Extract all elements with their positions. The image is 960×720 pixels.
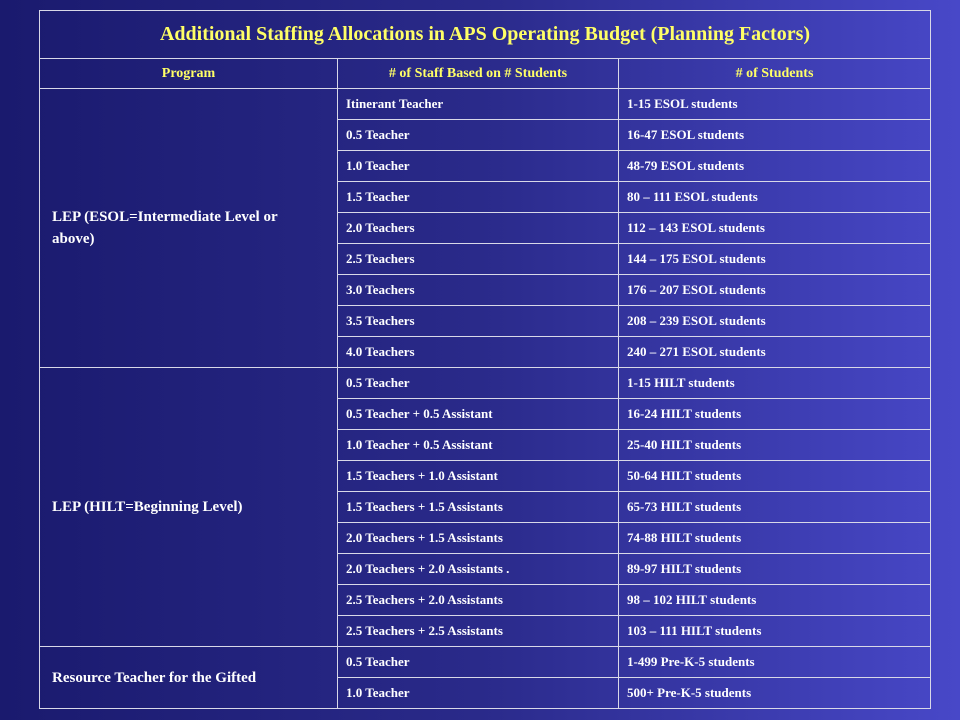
column-header-staff: # of Staff Based on # Students [338,59,619,89]
staff-cell: 0.5 Teacher [338,120,619,151]
students-cell: 176 – 207 ESOL students [619,275,931,306]
table-title: Additional Staffing Allocations in APS Operating Budget (Planning Factors) [40,11,931,59]
staff-cell: 1.0 Teacher [338,678,619,709]
staff-cell: 4.0 Teachers [338,337,619,368]
students-cell: 65-73 HILT students [619,492,931,523]
staff-cell: 0.5 Teacher [338,647,619,678]
staff-cell: 2.5 Teachers + 2.5 Assistants [338,616,619,647]
table-row [40,89,931,120]
staff-cell: 0.5 Teacher [338,368,619,399]
column-header-program: Program [40,59,338,89]
students-cell: 1-499 Pre-K-5 students [619,647,931,678]
staff-cell: 1.5 Teachers + 1.5 Assistants [338,492,619,523]
students-cell: 1-15 ESOL students [619,89,931,120]
staff-cell: 1.0 Teacher [338,151,619,182]
staff-cell: 2.0 Teachers [338,213,619,244]
students-cell: 144 – 175 ESOL students [619,244,931,275]
staff-cell: 2.0 Teachers + 1.5 Assistants [338,523,619,554]
students-cell: 240 – 271 ESOL students [619,337,931,368]
students-cell: 80 – 111 ESOL students [619,182,931,213]
staff-cell: 1.5 Teacher [338,182,619,213]
staff-cell: 3.5 Teachers [338,306,619,337]
table-row [40,647,931,678]
table-body [40,89,931,709]
students-cell: 103 – 111 HILT students [619,616,931,647]
students-cell: 74-88 HILT students [619,523,931,554]
students-cell: 208 – 239 ESOL students [619,306,931,337]
students-cell: 1-15 HILT students [619,368,931,399]
students-cell: 50-64 HILT students [619,461,931,492]
program-cell: Resource Teacher for the Gifted [40,647,338,709]
students-cell: 98 – 102 HILT students [619,585,931,616]
staff-cell: 2.0 Teachers + 2.0 Assistants . [338,554,619,585]
students-cell: 16-47 ESOL students [619,120,931,151]
staff-cell: Itinerant Teacher [338,89,619,120]
column-header-row [40,59,931,89]
staff-cell: 1.0 Teacher + 0.5 Assistant [338,430,619,461]
students-cell: 25-40 HILT students [619,430,931,461]
program-cell: LEP (HILT=Beginning Level) [40,368,338,647]
column-header-students: # of Students [619,59,931,89]
staff-cell: 0.5 Teacher + 0.5 Assistant [338,399,619,430]
staff-cell: 3.0 Teachers [338,275,619,306]
students-cell: 112 – 143 ESOL students [619,213,931,244]
staff-cell: 2.5 Teachers [338,244,619,275]
students-cell: 48-79 ESOL students [619,151,931,182]
students-cell: 16-24 HILT students [619,399,931,430]
staffing-table [39,10,931,709]
staff-cell: 1.5 Teachers + 1.0 Assistant [338,461,619,492]
students-cell: 89-97 HILT students [619,554,931,585]
table-row [40,368,931,399]
staff-cell: 2.5 Teachers + 2.0 Assistants [338,585,619,616]
program-cell: LEP (ESOL=Intermediate Level or above) [40,89,338,368]
students-cell: 500+ Pre-K-5 students [619,678,931,709]
